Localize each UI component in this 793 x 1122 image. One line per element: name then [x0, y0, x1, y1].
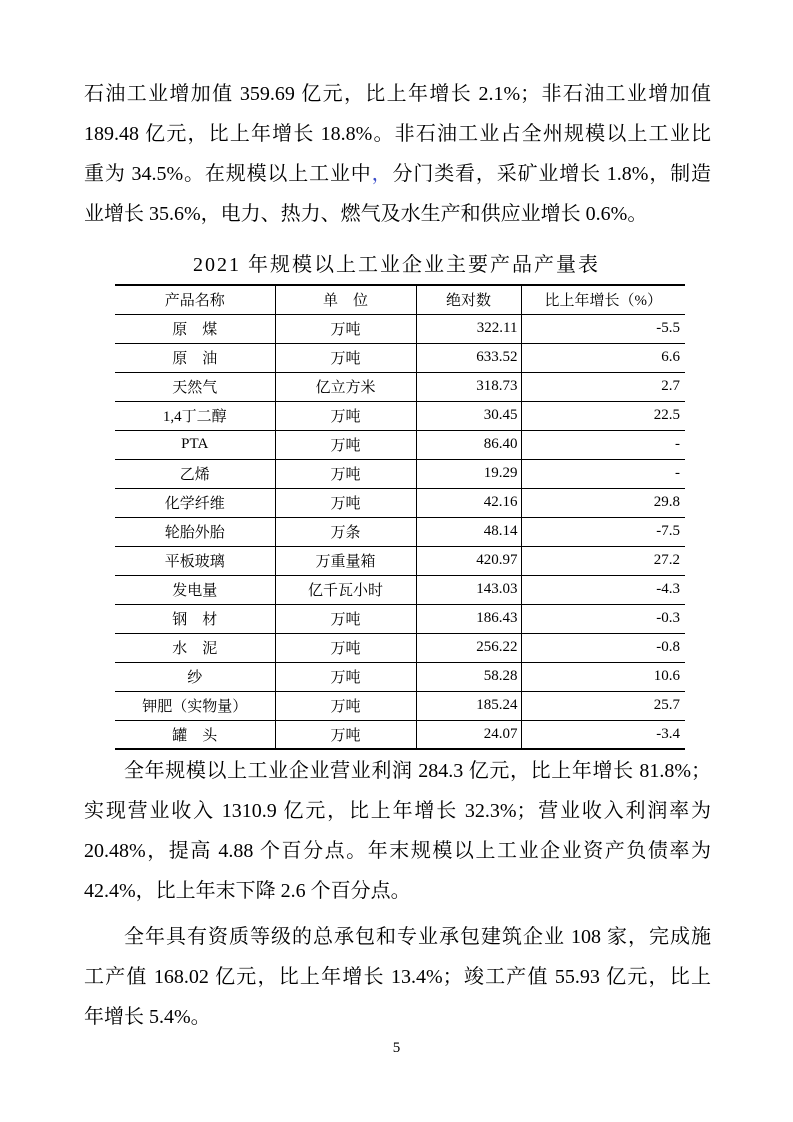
cell-value: 318.73	[416, 372, 521, 401]
cell-unit: 万吨	[275, 401, 416, 430]
cell-growth: 2.7	[521, 372, 685, 401]
table-header-row	[115, 285, 685, 314]
products-table-body	[115, 314, 685, 749]
cell-growth: -5.5	[521, 314, 685, 343]
cell-value: 322.11	[416, 314, 521, 343]
table-row	[115, 314, 685, 343]
cell-growth: -	[521, 459, 685, 488]
cell-value: 42.16	[416, 488, 521, 517]
cell-growth: 6.6	[521, 343, 685, 372]
text-line: 全年规模以上工业企业营业利润 284.3 亿元，比上年增长 81.8%；	[124, 760, 711, 782]
cell-unit: 万吨	[275, 314, 416, 343]
cell-name: 乙烯	[115, 459, 275, 488]
cell-name: 平板玻璃	[115, 546, 275, 575]
cell-growth: 22.5	[521, 401, 685, 430]
cell-growth: -7.5	[521, 517, 685, 546]
cell-name: 原 煤	[115, 314, 275, 343]
table-row	[115, 720, 685, 749]
cell-name: 发电量	[115, 575, 275, 604]
column-header-product: 产品名称	[115, 285, 275, 314]
cell-value: 420.97	[416, 546, 521, 575]
cell-name: 天然气	[115, 372, 275, 401]
cell-unit: 万吨	[275, 691, 416, 720]
table-row	[115, 343, 685, 372]
text-line: 工产值 168.02 亿元，比上年增长 13.4%；竣工产值 55.93 亿元，比上	[84, 966, 711, 988]
cell-value: 143.03	[416, 575, 521, 604]
products-table	[115, 284, 685, 750]
cell-unit: 万重量箱	[275, 546, 416, 575]
text-line: 年增长 5.4%。	[84, 1006, 211, 1028]
text-segment: 重为 34.5%。在规模以上工业中	[84, 163, 372, 185]
cell-growth: 25.7	[521, 691, 685, 720]
cell-name: 1,4丁二醇	[115, 401, 275, 430]
paragraph-construction	[84, 917, 711, 1037]
cell-name: 原 油	[115, 343, 275, 372]
cell-growth: 10.6	[521, 662, 685, 691]
table-row	[115, 662, 685, 691]
cell-name: 钢 材	[115, 604, 275, 633]
table-row	[115, 430, 685, 459]
cell-name: 罐 头	[115, 720, 275, 749]
cell-unit: 万吨	[275, 343, 416, 372]
cell-value: 24.07	[416, 720, 521, 749]
table-row	[115, 633, 685, 662]
cell-value: 633.52	[416, 343, 521, 372]
column-header-absolute: 绝对数	[416, 285, 521, 314]
paragraph-industry	[84, 74, 711, 234]
cell-value: 19.29	[416, 459, 521, 488]
table-row	[115, 575, 685, 604]
page-number: 5	[392, 1040, 401, 1056]
cell-unit: 万吨	[275, 720, 416, 749]
table-row	[115, 546, 685, 575]
cell-unit: 万吨	[275, 604, 416, 633]
cell-value: 256.22	[416, 633, 521, 662]
table-row	[115, 488, 685, 517]
column-header-unit: 单 位	[275, 285, 416, 314]
text-line: 20.48%，提高 4.88 个百分点。年末规模以上工业企业资产负债率为	[84, 840, 711, 862]
cell-unit: 亿千瓦小时	[275, 575, 416, 604]
text-segment: 分门类看，采矿业增长 1.8%，制造	[392, 163, 712, 185]
column-header-growth: 比上年增长（%）	[521, 285, 685, 314]
cell-growth: 29.8	[521, 488, 685, 517]
cell-value: 58.28	[416, 662, 521, 691]
text-line: 石油工业增加值 359.69 亿元，比上年增长 2.1%；非石油工业增加值	[84, 83, 711, 105]
cell-growth: -3.4	[521, 720, 685, 749]
blue-comma: ，	[371, 163, 393, 185]
cell-value: 185.24	[416, 691, 521, 720]
cell-name: 水 泥	[115, 633, 275, 662]
cell-name: 纱	[115, 662, 275, 691]
cell-name: PTA	[115, 430, 275, 459]
cell-name: 轮胎外胎	[115, 517, 275, 546]
cell-growth: -	[521, 430, 685, 459]
table-row	[115, 401, 685, 430]
text-line: 42.4%，比上年末下降 2.6 个百分点。	[84, 880, 411, 902]
cell-unit: 万吨	[275, 488, 416, 517]
text-line: 实现营业收入 1310.9 亿元，比上年增长 32.3%；营业收入利润率为	[84, 800, 711, 822]
text-line: 全年具有资质等级的总承包和专业承包建筑企业 108 家，完成施	[124, 926, 711, 948]
cell-value: 186.43	[416, 604, 521, 633]
cell-growth: -0.3	[521, 604, 685, 633]
table-row	[115, 372, 685, 401]
cell-unit: 万吨	[275, 459, 416, 488]
cell-name: 化学纤维	[115, 488, 275, 517]
text-line: 业增长 35.6%，电力、热力、燃气及水生产和供应业增长 0.6%。	[84, 203, 648, 225]
cell-unit: 万条	[275, 517, 416, 546]
table-row	[115, 459, 685, 488]
cell-growth: -4.3	[521, 575, 685, 604]
table-title: 2021 年规模以上工业企业主要产品产量表	[193, 254, 600, 276]
table-row	[115, 604, 685, 633]
cell-unit: 万吨	[275, 662, 416, 691]
cell-value: 86.40	[416, 430, 521, 459]
text-line: 189.48 亿元，比上年增长 18.8%。非石油工业占全州规模以上工业比	[84, 123, 711, 145]
cell-unit: 万吨	[275, 430, 416, 459]
table-row	[115, 517, 685, 546]
text-line	[84, 154, 711, 194]
cell-unit: 亿立方米	[275, 372, 416, 401]
cell-growth: 27.2	[521, 546, 685, 575]
cell-unit: 万吨	[275, 633, 416, 662]
paragraph-profit	[84, 751, 711, 911]
cell-value: 48.14	[416, 517, 521, 546]
table-row	[115, 691, 685, 720]
cell-growth: -0.8	[521, 633, 685, 662]
cell-value: 30.45	[416, 401, 521, 430]
cell-name: 钾肥（实物量）	[115, 691, 275, 720]
